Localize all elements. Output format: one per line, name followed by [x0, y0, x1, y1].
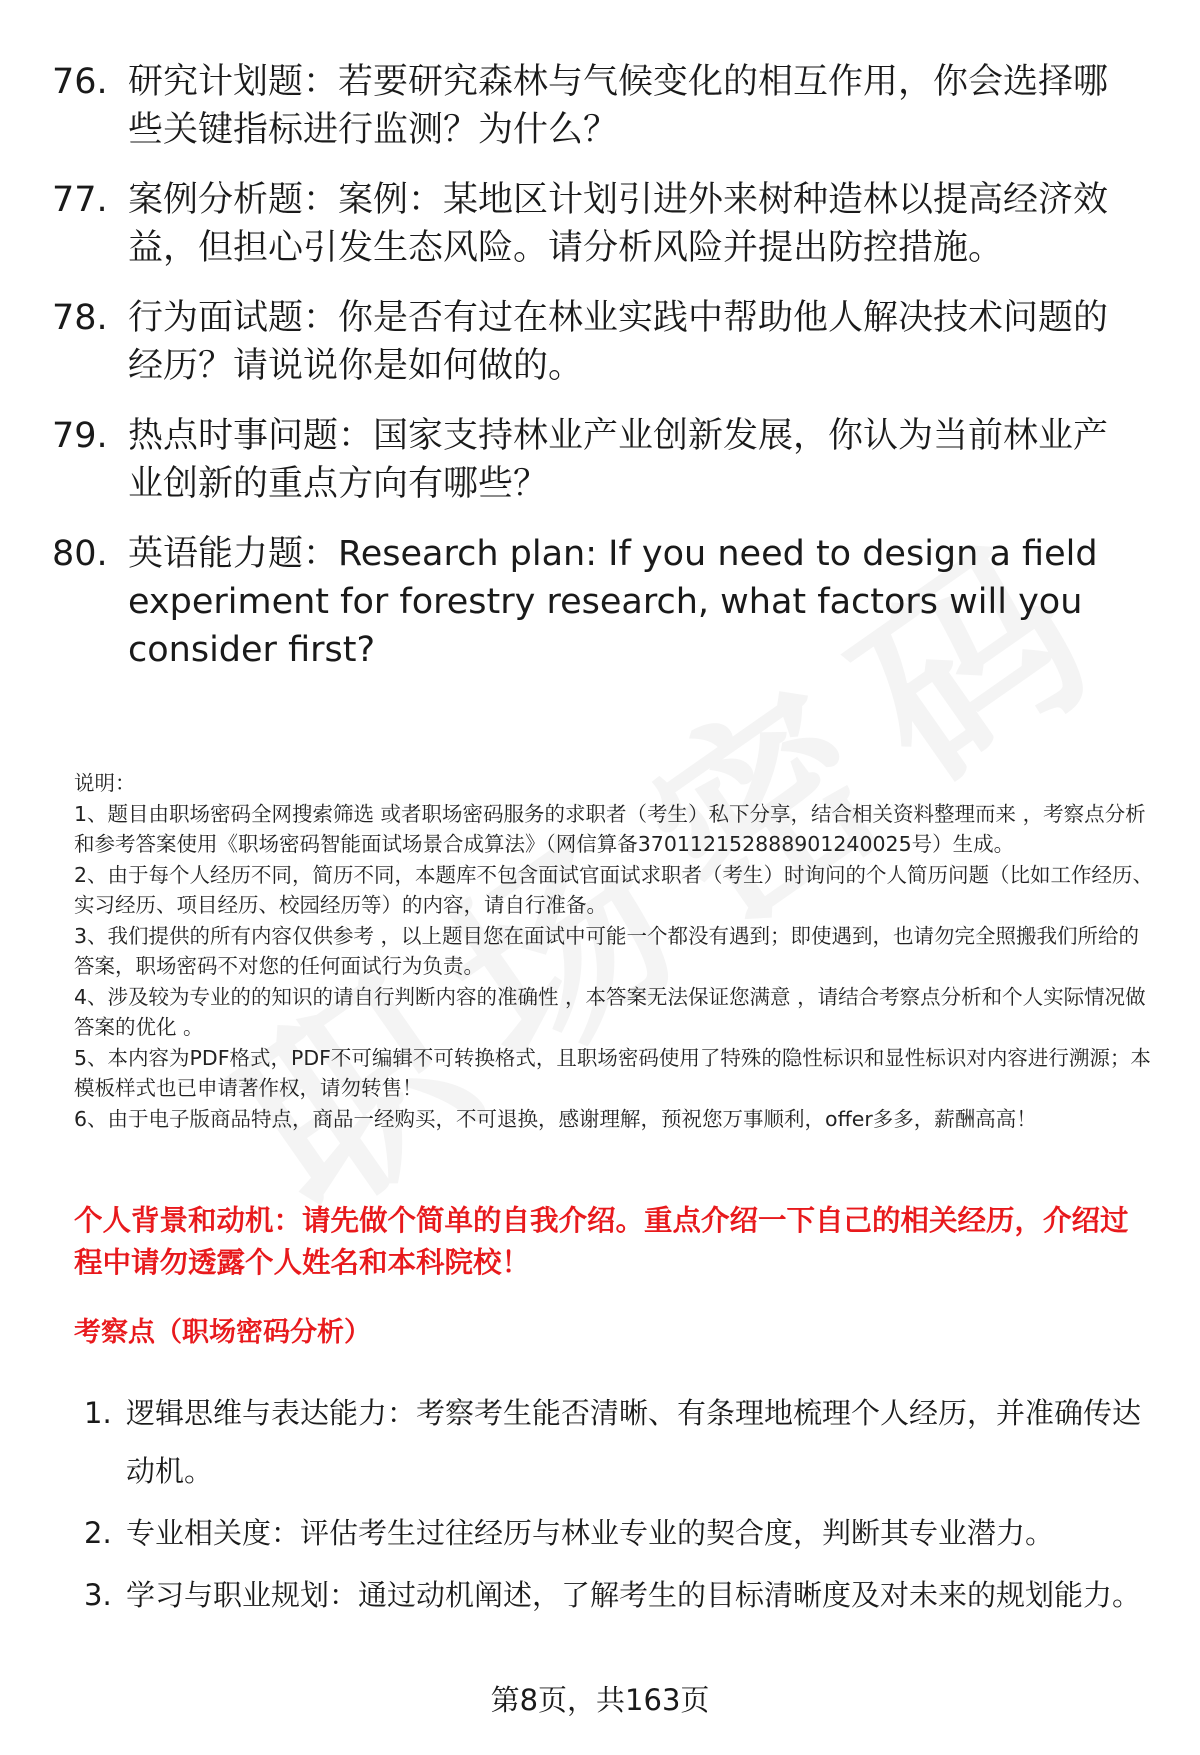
question-item [52, 412, 1152, 508]
question-text: 英语能力题：Research plan: If you need to design a field experiment for forestry research, what factors will you consider first? [128, 534, 1098, 670]
point-item [84, 1566, 1154, 1624]
question-number: 78. [52, 298, 108, 338]
question-item [52, 294, 1152, 390]
question-text: 热点时事问题：国家支持林业产业创新发展，你认为当前林业产业创新的重点方向有哪些？ [128, 416, 1109, 504]
question-number: 80. [52, 534, 108, 574]
point-item [84, 1504, 1154, 1562]
question-text: 研究计划题：若要研究森林与气候变化的相互作用，你会选择哪些关键指标进行监测？为什么？ [128, 62, 1109, 150]
assessment-points [84, 1384, 1154, 1628]
point-text: 逻辑思维与表达能力：考察考生能否清晰、有条理地梳理个人经历，并准确传达动机。 [126, 1396, 1142, 1488]
page-footer: 第8页，共163页 [490, 1683, 710, 1717]
question-text: 案例分析题：案例：某地区计划引进外来树种造林以提高经济效益，但担心引发生态风险。请分析风险并提出防控措施。 [128, 180, 1109, 268]
note-item: 4、涉及较为专业的的知识的请自行判断内容的准确性 ，本答案无法保证您满意 ，请结合考察点分析和个人实际情况做答案的优化 。 [74, 984, 1146, 1039]
note-item: 3、我们提供的所有内容仅供参考 ，以上题目您在面试中可能一个都没有遇到；即使遇到，也请勿完全照搬我们所给的答案，职场密码不对您的任何面试行为负责。 [74, 923, 1140, 978]
note-item: 5、本内容为PDF格式，PDF不可编辑不可转换格式，且职场密码使用了特殊的隐性标识和显性标识对内容进行溯源；本模板样式也已申请著作权，请勿转售！ [74, 1045, 1151, 1100]
notes-section [74, 768, 1154, 1134]
question-item [52, 58, 1152, 154]
point-number: 1. [84, 1396, 112, 1430]
question-item [52, 176, 1152, 272]
question-text: 行为面试题：你是否有过在林业实践中帮助他人解决技术问题的经历？请说说你是如何做的。 [128, 298, 1109, 386]
section-heading: 个人背景和动机：请先做个简单的自我介绍。重点介绍一下自己的相关经历，介绍过程中请勿透露个人姓名和本科院校！ [74, 1204, 1129, 1279]
question-number: 77. [52, 180, 108, 220]
note-item: 1、题目由职场密码全网搜索筛选 或者职场密码服务的求职者（考生）私下分享，结合相关资料整理而来 ，考察点分析和参考答案使用《职场密码智能面试场景合成算法》（网信算备370112152888901240025号）生成。 [74, 801, 1146, 856]
point-item [84, 1384, 1154, 1500]
question-number: 76. [52, 62, 108, 102]
point-number: 3. [84, 1578, 112, 1612]
question-item [52, 530, 1152, 674]
note-item: 2、由于每个人经历不同，简历不同，本题库不包含面试官面试求职者（考生）时询问的个人简历问题（比如工作经历、实习经历、项目经历、校园经历等）的内容，请自行准备。 [74, 862, 1154, 917]
point-text: 学习与职业规划：通过动机阐述，了解考生的目标清晰度及对未来的规划能力。 [126, 1578, 1142, 1612]
note-item: 6、由于电子版商品特点，商品一经购买，不可退换，感谢理解，预祝您万事顺利，offer多多，薪酬高高！ [74, 1106, 1037, 1131]
question-number: 79. [52, 416, 108, 456]
notes-title: 说明： [74, 771, 136, 795]
question-list [52, 58, 1152, 696]
point-number: 2. [84, 1516, 112, 1550]
section-subheading: 考察点（职场密码分析） [74, 1317, 371, 1348]
point-text: 专业相关度：评估考生过往经历与林业专业的契合度，判断其专业潜力。 [126, 1516, 1055, 1550]
